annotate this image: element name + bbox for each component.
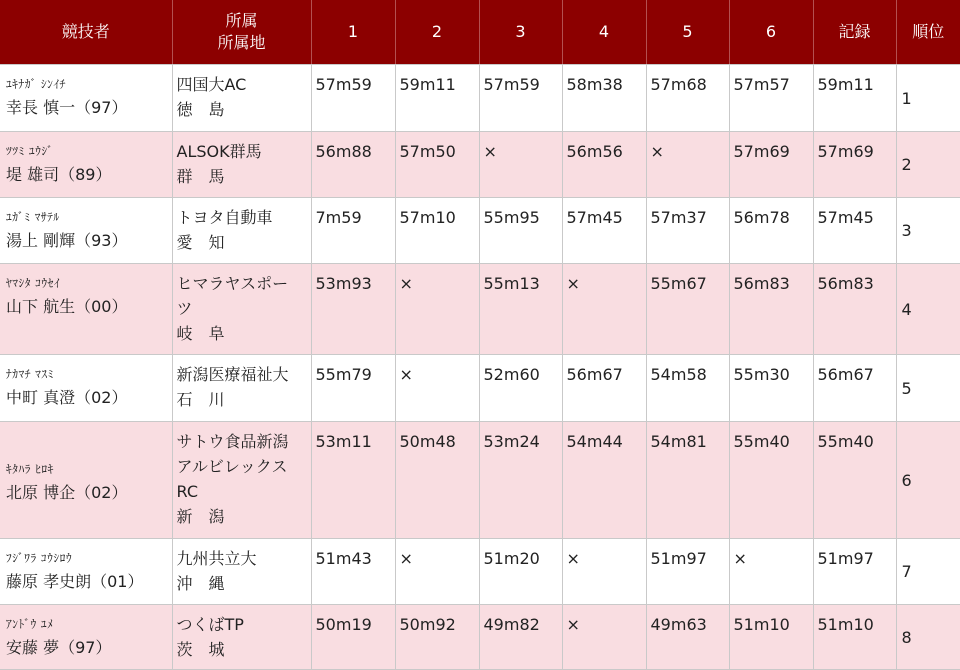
affiliation-line: サトウ食品新潟 [176, 432, 289, 451]
affiliation-line: 岐 阜 [176, 324, 225, 343]
affiliation-cell [172, 65, 311, 132]
affiliation-line: ALSOK群馬 [176, 142, 262, 161]
rank-cell: 3 [896, 198, 960, 264]
trial-3: 57m59 [479, 65, 562, 132]
trial-1: 7m59 [311, 198, 395, 264]
athlete-cell [0, 264, 172, 355]
rank-cell: 4 [896, 264, 960, 355]
trial-4: 58m38 [562, 65, 646, 132]
trial-2: 57m10 [395, 198, 479, 264]
rank-cell: 1 [896, 65, 960, 132]
trial-5: 51m97 [646, 539, 729, 605]
header-trial-5: 5 [646, 0, 729, 65]
trial-4: 57m45 [562, 198, 646, 264]
trial-6: 55m40 [729, 422, 813, 539]
results-body [0, 65, 960, 670]
athlete-name: 山下 航生（00） [6, 297, 128, 316]
trial-1: 51m43 [311, 539, 395, 605]
record-cell: 57m69 [813, 132, 896, 198]
trial-3: 52m60 [479, 355, 562, 422]
table-row [0, 355, 960, 422]
record-cell: 55m40 [813, 422, 896, 539]
trial-1: 55m79 [311, 355, 395, 422]
affiliation-cell [172, 198, 311, 264]
trial-4: 56m56 [562, 132, 646, 198]
affiliation-line: 四国大AC [176, 75, 247, 94]
athlete-cell [0, 132, 172, 198]
table-row [0, 198, 960, 264]
athlete-kana: ﾌｼﾞﾜﾗ ｺｳｼﾛｳ [6, 551, 73, 565]
affiliation-line: 沖 縄 [176, 574, 225, 593]
header-rank: 順位 [896, 0, 960, 65]
affiliation-line: 九州共立大 [176, 549, 257, 568]
affiliation-cell [172, 539, 311, 605]
athlete-kana: ﾂﾂﾐ ﾕｳｼﾞ [6, 144, 54, 158]
athlete-cell [0, 198, 172, 264]
affiliation-line: トヨタ自動車 [176, 208, 273, 227]
rank-cell: 6 [896, 422, 960, 539]
affiliation-line: ヒマラヤスポー [176, 274, 289, 293]
athlete-name: 中町 真澄（02） [6, 388, 128, 407]
trial-5: 57m37 [646, 198, 729, 264]
trial-5: 54m58 [646, 355, 729, 422]
athlete-cell [0, 65, 172, 132]
affiliation-cell [172, 264, 311, 355]
trial-3: 51m20 [479, 539, 562, 605]
trial-3: 53m24 [479, 422, 562, 539]
table-row [0, 264, 960, 355]
trial-6: × [729, 539, 813, 605]
rank-cell: 5 [896, 355, 960, 422]
affiliation-line: ツ [176, 299, 193, 318]
trial-1: 57m59 [311, 65, 395, 132]
trial-5: 49m63 [646, 605, 729, 670]
header-trial-4: 4 [562, 0, 646, 65]
athlete-kana: ﾕｶﾞﾐ ﾏｻﾃﾙ [6, 210, 60, 224]
trial-5: 54m81 [646, 422, 729, 539]
affiliation-line: 茨 城 [176, 640, 225, 659]
affiliation-line: 石 川 [176, 390, 225, 409]
athlete-cell [0, 355, 172, 422]
header-trial-1: 1 [311, 0, 395, 65]
trial-6: 51m10 [729, 605, 813, 670]
header-affiliation [172, 0, 311, 65]
trial-5: × [646, 132, 729, 198]
trial-6: 57m57 [729, 65, 813, 132]
trial-6: 56m78 [729, 198, 813, 264]
athlete-name: 北原 博企（02） [6, 482, 128, 502]
trial-2: × [395, 539, 479, 605]
trial-2: 57m50 [395, 132, 479, 198]
trial-2: 59m11 [395, 65, 479, 132]
header-record: 記録 [813, 0, 896, 65]
affiliation-cell [172, 605, 311, 670]
header-row [0, 0, 960, 65]
athlete-name: 堤 雄司（89） [6, 165, 112, 184]
athlete-kana: ｷﾀﾊﾗ ﾋﾛｷ [6, 461, 54, 476]
header-affiliation-line2: 所属地 [217, 33, 266, 52]
affiliation-line: 新潟医療福祉大 [176, 365, 289, 384]
trial-4: × [562, 605, 646, 670]
affiliation-line: 愛 知 [176, 233, 225, 252]
trial-4: 54m44 [562, 422, 646, 539]
trial-3: 55m13 [479, 264, 562, 355]
affiliation-cell [172, 132, 311, 198]
athlete-kana: ｱﾝﾄﾞｳ ﾕﾒ [6, 617, 54, 631]
header-trial-3: 3 [479, 0, 562, 65]
table-row [0, 422, 960, 539]
record-cell: 57m45 [813, 198, 896, 264]
athlete-cell [0, 422, 172, 539]
header-athlete: 競技者 [0, 0, 172, 65]
affiliation-line: 群 馬 [176, 167, 225, 186]
athlete-name: 幸長 慎一（97） [6, 98, 128, 117]
trial-5: 57m68 [646, 65, 729, 132]
record-cell: 51m10 [813, 605, 896, 670]
record-cell: 59m11 [813, 65, 896, 132]
trial-1: 53m93 [311, 264, 395, 355]
header-affiliation-line1: 所属 [225, 11, 258, 30]
trial-2: 50m48 [395, 422, 479, 539]
trial-4: × [562, 539, 646, 605]
affiliation-line: アルビレックス [176, 457, 288, 476]
trial-5: 55m67 [646, 264, 729, 355]
affiliation-line: 徳 島 [176, 100, 225, 119]
trial-6: 55m30 [729, 355, 813, 422]
trial-6: 57m69 [729, 132, 813, 198]
trial-2: 50m92 [395, 605, 479, 670]
record-cell: 56m83 [813, 264, 896, 355]
trial-3: 55m95 [479, 198, 562, 264]
trial-1: 56m88 [311, 132, 395, 198]
athlete-name: 安藤 夢（97） [6, 638, 112, 657]
trial-3: × [479, 132, 562, 198]
affiliation-line: つくばTP [176, 615, 244, 634]
athlete-name: 湯上 剛輝（93） [6, 231, 128, 250]
trial-6: 56m83 [729, 264, 813, 355]
rank-cell: 8 [896, 605, 960, 670]
trial-1: 50m19 [311, 605, 395, 670]
athlete-kana: ﾕｷﾅｶﾞ ｼﾝｲﾁ [6, 77, 66, 91]
header-trial-6: 6 [729, 0, 813, 65]
table-row [0, 605, 960, 670]
table-row [0, 539, 960, 605]
record-cell: 51m97 [813, 539, 896, 605]
record-cell: 56m67 [813, 355, 896, 422]
affiliation-line: RC [176, 482, 198, 501]
athlete-name: 藤原 孝史朗（01） [6, 572, 144, 591]
affiliation-cell [172, 422, 311, 539]
rank-cell: 2 [896, 132, 960, 198]
athlete-cell [0, 539, 172, 605]
trial-2: × [395, 264, 479, 355]
athlete-kana: ﾅｶﾏﾁ ﾏｽﾐ [6, 367, 54, 381]
rank-cell: 7 [896, 539, 960, 605]
trial-1: 53m11 [311, 422, 395, 539]
trial-2: × [395, 355, 479, 422]
athlete-cell [0, 605, 172, 670]
trial-4: 56m67 [562, 355, 646, 422]
affiliation-line: 新 潟 [176, 507, 225, 526]
table-row [0, 65, 960, 132]
athlete-kana: ﾔﾏｼﾀ ｺｳｾｲ [6, 276, 61, 290]
header-trial-2: 2 [395, 0, 479, 65]
affiliation-cell [172, 355, 311, 422]
trial-4: × [562, 264, 646, 355]
table-row [0, 132, 960, 198]
trial-3: 49m82 [479, 605, 562, 670]
